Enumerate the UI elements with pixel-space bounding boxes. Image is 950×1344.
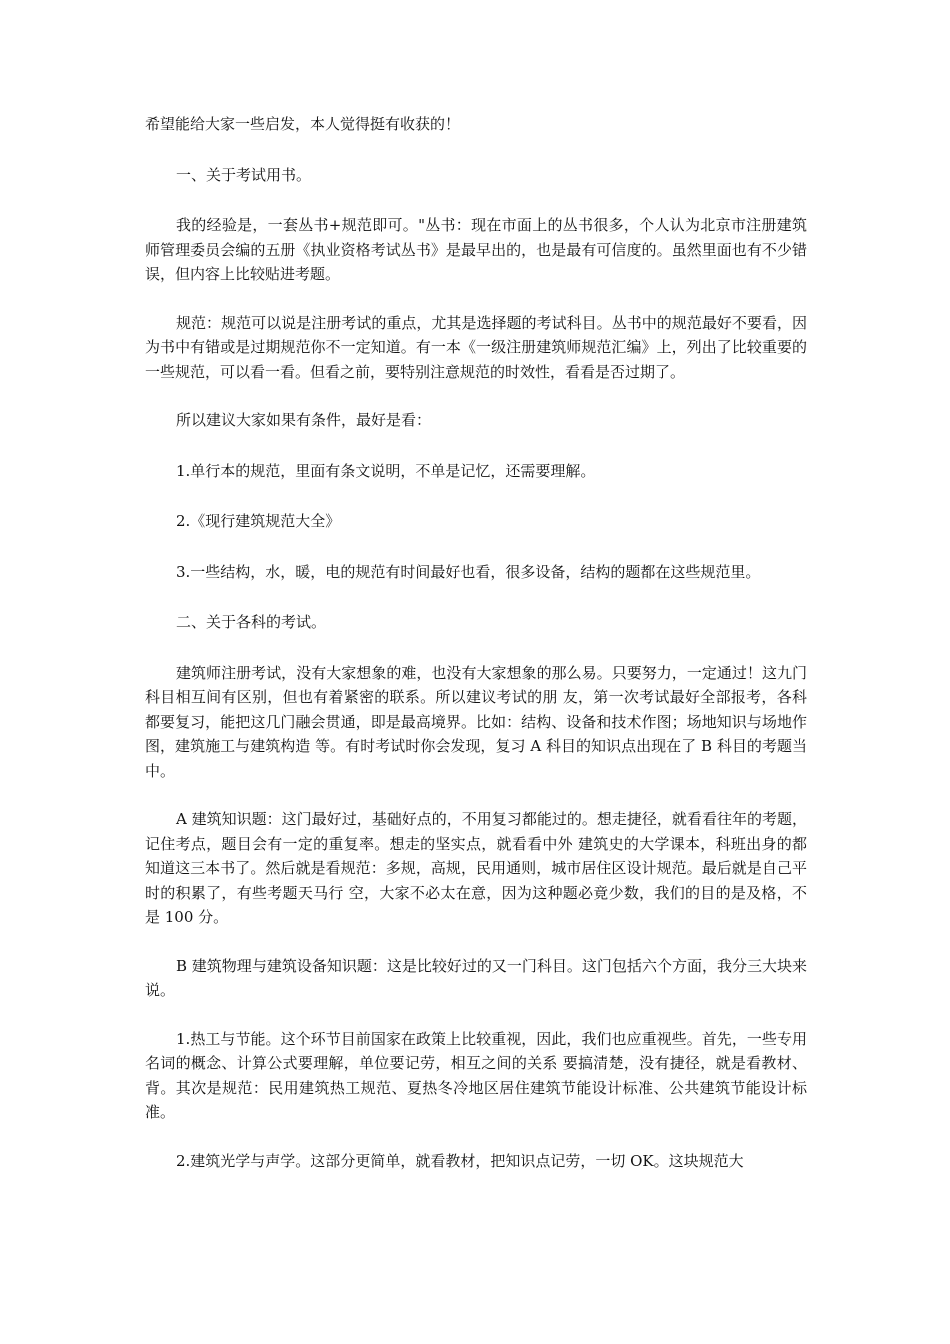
list-item-1: 1.单行本的规范，里面有条文说明，不单是记忆，还需要理解。 <box>176 461 596 480</box>
paragraph-exam-overview: 建筑师注册考试，没有大家想象的难，也没有大家想象的那么易。只要努力，一定通过！这九门科目相互间有区别，但也有着紧密的联系。所以建议考试的朋 友，第一次考试最好全部报考，各科都要复习，能把这几门融会贯通，即是最高境界。比如：结构、设备和技术作图；场地知识与场地作图，建筑施工与建筑构造 等。有时考试时你会发现，复习 A 科目的知识点出现在了 B 科目的考题当中。 <box>145 663 807 780</box>
section-heading-exams: 二、关于各科的考试。 <box>176 613 327 631</box>
paragraph-suggestion: 所以建议大家如果有条件，最好是看： <box>176 411 432 429</box>
paragraph-thermal-energy: 1.热工与节能。这个环节目前国家在政策上比较重视，因此，我们也应重视些。首先，一些专用名词的概念、计算公式要理解，单位要记劳，相互之间的关系 要搞清楚，没有捷径，就是看教材、背。其次是规范：民用建筑热工规范、夏热冬冷地区居住建筑节能设计标准、公共建筑节能设计标准。 <box>145 1029 807 1121</box>
paragraph-physics-equipment: B 建筑物理与建筑设备知识题：这是比较好过的又一门科目。这门包括六个方面，我分三大块来说。 <box>145 956 807 999</box>
list-item-3: 3.一些结构，水，暖，电的规范有时间最好也看，很多设备，结构的题都在这些规范里。 <box>176 562 761 581</box>
paragraph-optics-acoustics: 2.建筑光学与声学。这部分更简单，就看教材，把知识点记劳，一切 OK。这块规范大 <box>176 1151 744 1170</box>
paragraph-experience: 我的经验是，一套丛书+规范即可。"丛书：现在市面上的丛书很多，个人认为北京市注册建筑师管理委员会编的五册《执业资格考试丛书》是最早出的，也是最有可信度的。虽然里面也有不少错误，但内容上比较贴进考题。 <box>145 216 807 283</box>
section-heading-books: 一、关于考试用书。 <box>176 165 312 184</box>
paragraph-architecture-knowledge: A 建筑知识题：这门最好过，基础好点的，不用复习都能过的。想走捷径，就看看往年的考题，记住考点，题目会有一定的重复率。想走的坚实点，就看看中外 建筑史的大学课本，科班出身的都知道这三本书了。然后就是看规范：多规，高规，民用通则，城市居住区设计规范。最后就是自己平时的积累了，有些考题天马行 空，大家不必太在意，因为这种题必竟少数，我们的目的是及格，不是 100 分。 <box>145 810 807 926</box>
list-item-2: 2.《现行建筑规范大全》 <box>176 512 341 530</box>
intro-paragraph: 希望能给大家一些启发，本人觉得挺有收获的！ <box>145 115 461 133</box>
paragraph-codes: 规范：规范可以说是注册考试的重点，尤其是选择题的考试科目。丛书中的规范最好不要看，因为书中有错或是过期规范你不一定知道。有一本《一级注册建筑师规范汇编》上，列出了比较重要的一些规范，可以看一看。但看之前，要特别注意规范的时效性，看看是否过期了。 <box>145 313 807 381</box>
